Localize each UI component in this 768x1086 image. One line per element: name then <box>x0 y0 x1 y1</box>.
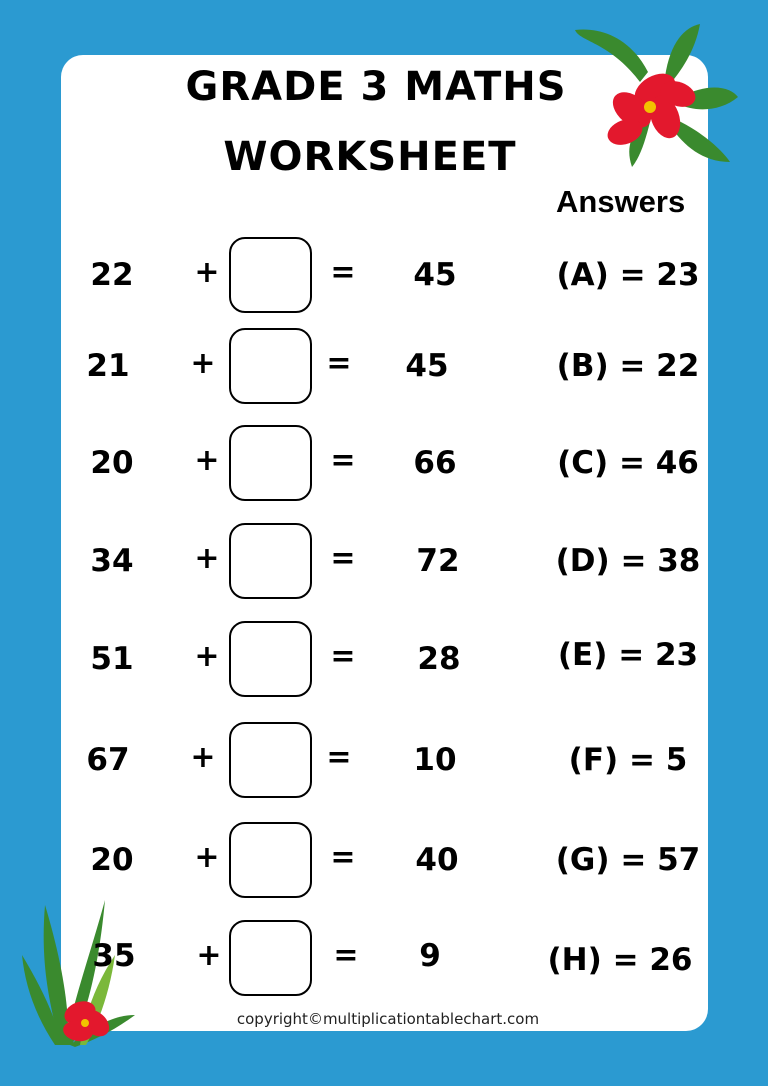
first-addend: 34 <box>90 543 134 579</box>
plus-sign: + <box>194 541 220 576</box>
answer-key-item: (F) = 5 <box>568 742 688 778</box>
worksheet-title-line-1: GRADE 3 MATHS <box>185 64 567 110</box>
sum-value: 72 <box>416 543 460 579</box>
problem-row <box>0 235 768 315</box>
answer-key-item: (C) = 46 <box>557 445 699 481</box>
equals-sign: = <box>326 740 352 775</box>
answer-box[interactable] <box>229 822 312 898</box>
problem-row <box>0 918 768 998</box>
sum-value: 66 <box>413 445 457 481</box>
answer-box[interactable] <box>229 621 312 697</box>
first-addend: 21 <box>86 348 130 384</box>
first-addend: 51 <box>90 641 134 677</box>
equals-sign: = <box>333 938 359 973</box>
sum-value: 45 <box>413 257 457 293</box>
plus-sign: + <box>194 443 220 478</box>
sum-value: 9 <box>419 938 441 974</box>
sum-value: 28 <box>417 641 461 677</box>
first-addend: 22 <box>90 257 134 293</box>
problem-row <box>0 326 768 406</box>
answer-key-item: (A) = 23 <box>556 257 700 293</box>
answer-key-item: (E) = 23 <box>557 637 699 673</box>
answer-key-item: (D) = 38 <box>555 543 701 579</box>
plus-sign: + <box>194 639 220 674</box>
equals-sign: = <box>330 541 356 576</box>
problem-row <box>0 619 768 699</box>
plus-sign: + <box>194 255 220 290</box>
sum-value: 10 <box>413 742 457 778</box>
answer-key-item: (G) = 57 <box>555 842 701 878</box>
equals-sign: = <box>330 840 356 875</box>
equals-sign: = <box>330 255 356 290</box>
answers-heading: Answers <box>556 184 686 219</box>
equals-sign: = <box>326 346 352 381</box>
answer-box[interactable] <box>229 328 312 404</box>
plus-sign: + <box>196 938 222 973</box>
first-addend: 20 <box>90 842 134 878</box>
worksheet-title-line-2: WORKSHEET <box>223 134 517 180</box>
problem-row <box>0 820 768 900</box>
equals-sign: = <box>330 639 356 674</box>
first-addend: 67 <box>86 742 130 778</box>
first-addend: 35 <box>92 938 136 974</box>
answer-box[interactable] <box>229 425 312 501</box>
plus-sign: + <box>190 346 216 381</box>
equals-sign: = <box>330 443 356 478</box>
problem-row <box>0 423 768 503</box>
answer-box[interactable] <box>229 523 312 599</box>
answer-key-item: (H) = 26 <box>547 942 693 978</box>
answer-box[interactable] <box>229 920 312 996</box>
first-addend: 20 <box>90 445 134 481</box>
answer-box[interactable] <box>229 237 312 313</box>
plus-sign: + <box>194 840 220 875</box>
problem-row <box>0 521 768 601</box>
answer-key-item: (B) = 22 <box>556 348 700 384</box>
sum-value: 45 <box>405 348 449 384</box>
plus-sign: + <box>190 740 216 775</box>
sum-value: 40 <box>415 842 459 878</box>
problem-row <box>0 720 768 800</box>
answer-box[interactable] <box>229 722 312 798</box>
copyright-notice: copyright©multiplicationtablechart.com <box>236 1010 540 1028</box>
